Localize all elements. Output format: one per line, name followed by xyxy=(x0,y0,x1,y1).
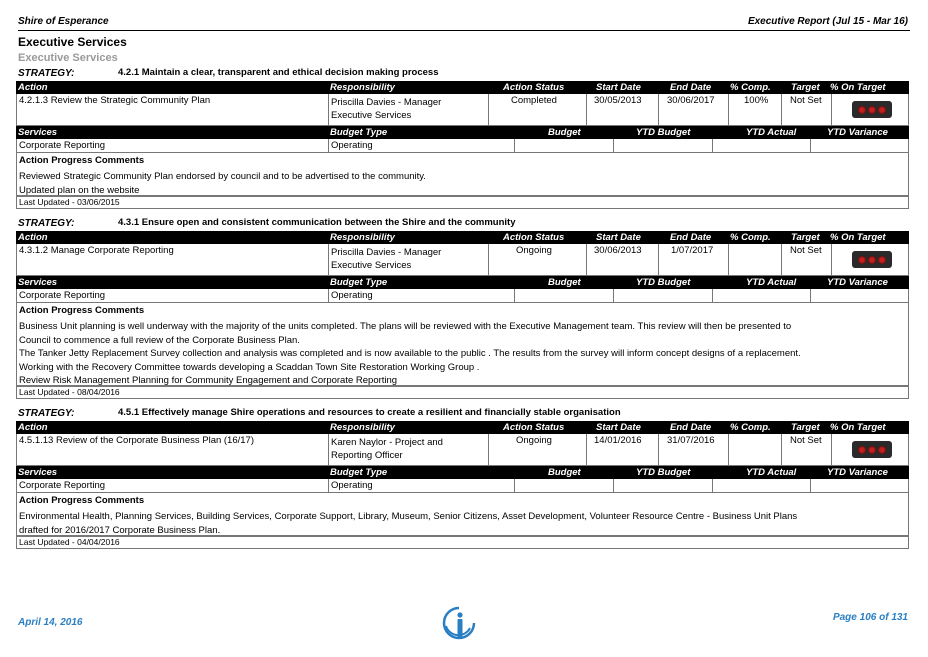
section-subtitle: Executive Services xyxy=(18,52,118,64)
col-budget: Budget xyxy=(548,127,581,138)
col-budget: Budget xyxy=(548,277,581,288)
comments-heading: Action Progress Comments xyxy=(19,155,145,166)
action-row xyxy=(16,244,909,276)
comment-line: Council to commence a full review of the Corporate Business Plan. xyxy=(19,334,300,346)
start-date: 14/01/2016 xyxy=(594,435,642,446)
col-comp: % Comp. xyxy=(730,422,771,433)
strategy-title: 4.3.1 Ensure open and consistent communication between the Shire and the community xyxy=(118,217,516,228)
start-date: 30/05/2013 xyxy=(594,95,642,106)
end-date: 31/07/2016 xyxy=(667,435,715,446)
services-row xyxy=(16,479,909,493)
traffic-light-icon xyxy=(852,251,892,268)
footer-date: April 14, 2016 xyxy=(18,617,83,628)
col-action: Action xyxy=(18,232,48,243)
col-budget-type: Budget Type xyxy=(330,467,388,478)
services-row xyxy=(16,139,909,153)
col-start-date: Start Date xyxy=(596,422,641,433)
comment-line: Business Unit planning is well underway with the majority of the units completed. The plans will be reviewed with the Executive Management team. This review will then be presented to xyxy=(19,321,792,332)
comp-value: 100% xyxy=(744,95,769,106)
comments-box xyxy=(16,303,909,386)
comment-line: Reviewed Strategic Community Plan endorsed by council and to be advertised to the community. xyxy=(19,171,426,182)
budget-type: Operating xyxy=(331,480,373,491)
strategy-header xyxy=(16,407,909,421)
strategy-label: STRATEGY: xyxy=(18,408,75,419)
col-budget-type: Budget Type xyxy=(330,127,388,138)
col-ytd-variance: YTD Variance xyxy=(827,277,888,288)
comments-heading: Action Progress Comments xyxy=(19,305,145,316)
responsibility-line1: Priscilla Davies - Manager xyxy=(331,97,442,108)
col-action: Action xyxy=(18,82,48,93)
col-action-status: Action Status xyxy=(503,82,565,93)
strategy-title: 4.2.1 Maintain a clear, transparent and ethical decision making process xyxy=(118,67,439,78)
col-action-status: Action Status xyxy=(503,422,565,433)
services-header-bar xyxy=(16,466,909,479)
col-responsibility: Responsibility xyxy=(330,82,395,93)
action-header-bar xyxy=(16,81,909,94)
strategy-block xyxy=(16,67,909,209)
traffic-light-icon xyxy=(852,441,892,458)
col-ytd-actual: YTD Actual xyxy=(746,277,797,288)
report-title: Executive Report (Jul 15 - Mar 16) xyxy=(747,16,908,27)
comments-box xyxy=(16,493,909,536)
col-on-target: % On Target xyxy=(830,82,886,93)
action-header-bar xyxy=(16,421,909,434)
col-target: Target xyxy=(791,232,820,243)
start-date: 30/06/2013 xyxy=(594,245,642,256)
budget-type: Operating xyxy=(331,290,373,301)
col-ytd-budget: YTD Budget xyxy=(636,127,691,138)
col-end-date: End Date xyxy=(670,82,712,93)
strategy-block xyxy=(16,407,909,549)
col-start-date: Start Date xyxy=(596,232,641,243)
page-number: Page 106 of 131 xyxy=(832,612,908,623)
action-row xyxy=(16,434,909,466)
col-target: Target xyxy=(791,82,820,93)
comment-line: Updated plan on the website xyxy=(19,184,140,196)
col-end-date: End Date xyxy=(670,422,712,433)
col-ytd-budget: YTD Budget xyxy=(636,467,691,478)
col-services: Services xyxy=(18,277,58,288)
services-header-bar xyxy=(16,276,909,289)
col-budget-type: Budget Type xyxy=(330,277,388,288)
comments-heading: Action Progress Comments xyxy=(19,495,145,506)
comment-line: Working with the Recovery Committee towards developing a Scaddan Town Site Restoration Working Group . xyxy=(19,361,480,373)
responsibility-line2: Executive Services xyxy=(331,260,412,271)
action-name: 4.3.1.2 Manage Corporate Reporting xyxy=(19,245,174,256)
action-status: Completed xyxy=(511,95,557,106)
col-action: Action xyxy=(18,422,48,433)
end-date: 30/06/2017 xyxy=(667,95,715,106)
responsibility-line1: Karen Naylor - Project and xyxy=(331,437,443,448)
col-on-target: % On Target xyxy=(830,422,886,433)
info-logo-icon xyxy=(440,606,478,645)
service-name: Corporate Reporting xyxy=(19,140,106,151)
action-status: Ongoing xyxy=(516,245,552,256)
strategy-header xyxy=(16,217,909,231)
comment-line: drafted for 2016/2017 Corporate Business Plan. xyxy=(19,524,221,536)
col-responsibility: Responsibility xyxy=(330,422,395,433)
col-end-date: End Date xyxy=(670,232,712,243)
target-value: Not Set xyxy=(790,245,822,256)
col-ytd-variance: YTD Variance xyxy=(827,127,888,138)
responsibility-line2: Executive Services xyxy=(331,110,412,121)
comment-line: Environmental Health, Planning Services, Building Services, Corporate Support, Library, Museum, Senior Citizens, Asset Development, Volunteer Resource Centre - Business Unit Plans xyxy=(19,511,798,522)
header-rule xyxy=(18,30,910,31)
action-row xyxy=(16,94,909,126)
col-ytd-budget: YTD Budget xyxy=(636,277,691,288)
last-updated: Last Updated - 03/06/2015 xyxy=(16,196,909,209)
col-services: Services xyxy=(18,127,58,138)
col-action-status: Action Status xyxy=(503,232,565,243)
strategy-block xyxy=(16,217,909,399)
strategy-label: STRATEGY: xyxy=(18,218,75,229)
action-name: 4.5.1.13 Review of the Corporate Business Plan (16/17) xyxy=(19,435,254,446)
budget-type: Operating xyxy=(331,140,373,151)
col-services: Services xyxy=(18,467,58,478)
responsibility-line1: Priscilla Davies - Manager xyxy=(331,247,442,258)
comment-line: Review Risk Management Planning for Community Engagement and Corporate Reporting xyxy=(19,375,398,386)
comments-box xyxy=(16,153,909,196)
org-name: Shire of Esperance xyxy=(18,16,109,27)
target-value: Not Set xyxy=(790,95,822,106)
col-start-date: Start Date xyxy=(596,82,641,93)
col-target: Target xyxy=(791,422,820,433)
col-ytd-actual: YTD Actual xyxy=(746,467,797,478)
col-comp: % Comp. xyxy=(730,232,771,243)
action-name: 4.2.1.3 Review the Strategic Community Plan xyxy=(19,95,211,106)
traffic-light-icon xyxy=(852,101,892,118)
col-budget: Budget xyxy=(548,467,581,478)
col-on-target: % On Target xyxy=(830,232,886,243)
action-header-bar xyxy=(16,231,909,244)
strategy-label: STRATEGY: xyxy=(18,68,75,79)
col-ytd-variance: YTD Variance xyxy=(827,467,888,478)
last-updated: Last Updated - 04/04/2016 xyxy=(16,536,909,549)
strategy-title: 4.5.1 Effectively manage Shire operations and resources to create a resilient and financially stable organisation xyxy=(118,407,621,418)
action-status: Ongoing xyxy=(516,435,552,446)
services-row xyxy=(16,289,909,303)
target-value: Not Set xyxy=(790,435,822,446)
responsibility-line2: Reporting Officer xyxy=(331,450,403,461)
col-ytd-actual: YTD Actual xyxy=(746,127,797,138)
section-title: Executive Services xyxy=(18,35,127,49)
last-updated: Last Updated - 08/04/2016 xyxy=(16,386,909,399)
strategy-header xyxy=(16,67,909,81)
end-date: 1/07/2017 xyxy=(671,245,714,256)
service-name: Corporate Reporting xyxy=(19,290,106,301)
col-comp: % Comp. xyxy=(730,82,771,93)
services-header-bar xyxy=(16,126,909,139)
col-responsibility: Responsibility xyxy=(330,232,395,243)
comment-line: The Tanker Jetty Replacement Survey collection and analysis was completed and is now available to the public . The results from the survey will inform concept designs of a replacement. xyxy=(19,348,801,359)
service-name: Corporate Reporting xyxy=(19,480,106,491)
